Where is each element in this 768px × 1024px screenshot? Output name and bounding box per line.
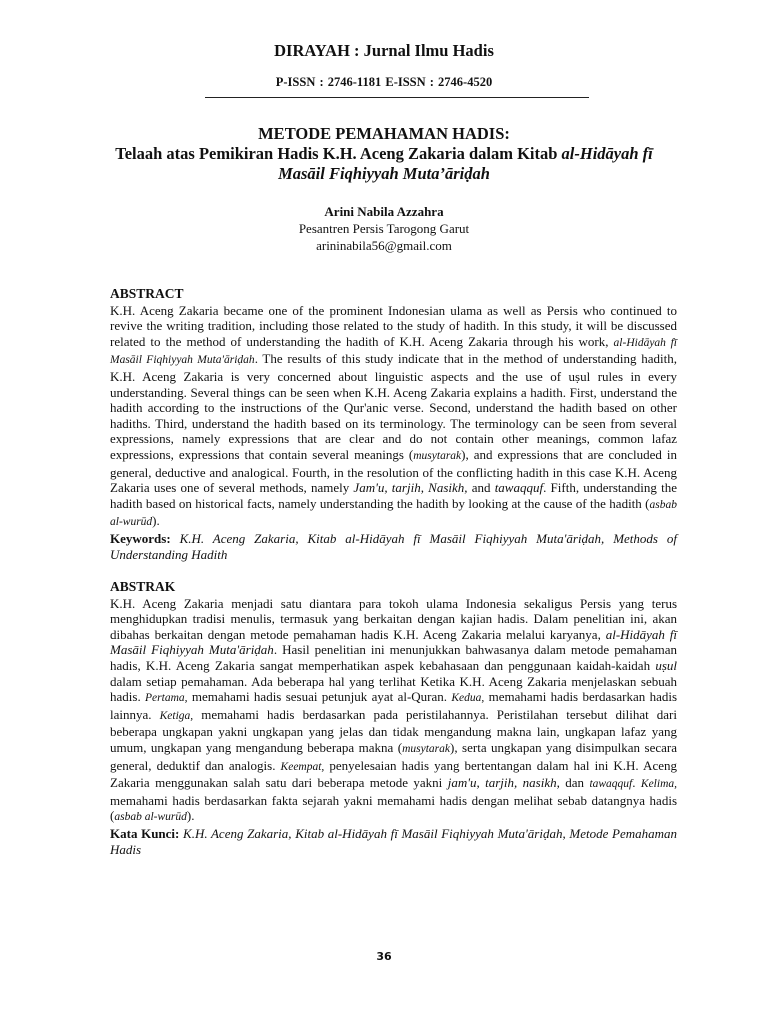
article-title [110,124,658,184]
abstract-heading: ABSTRACT [110,286,184,301]
abstract-book-title: al-Hidāyah fī Masāil Fiqhiyyah Muta'āriḍah [110,336,677,367]
abstrak-text: memahami hadis berdasarkan pada peristilahannya. Peristilahan tersebut dilihat dari beberapa ungkapan yakni ungkapan yang jelas dan tidak mengandung makna lain, ungkapan lafaz yang umum, ungkapan yang mengandung beberapa makna ( [110,706,677,755]
author-affiliation: Pesantren Persis Tarogong Garut [298,221,470,236]
abstrak-body [110,596,677,826]
article-subtitle [110,144,658,184]
author-email: arininabila56@gmail.com [316,238,452,253]
author-name: Arini Nabila Azzahra [324,204,444,219]
abstrak-text: . Hasil penelitian ini menunjukkan bahwasanya dalam metode pemahaman hadis, K.H. Aceng Zakaria sangat memperhatikan aspek kebahasaan dan penggunaan kaidah-kaidah [110,642,677,673]
keywords-label: Keywords: [110,530,171,546]
abstract-term: tawaqquf [494,480,544,496]
abstrak-term: uṣul [655,657,677,673]
abstrak-term: Keempat, [280,760,325,773]
abstrak-book-title: al-Hidāyah fī Masāil Fiqhiyyah Muta'āriḍah [110,626,678,658]
abstrak-term: Ketiga, [159,709,194,722]
abstrak-text: ). [186,808,195,824]
abstract-text: ). [152,513,160,529]
keywords-text: K.H. Aceng Zakaria, Kitab al-Hidāyah fī Masāil Fiqhiyyah Muta'āriḍah, Metode Pemahaman Hadis [110,825,677,857]
abstrak-text: penyelesaian hadis yang bertentangan dalam hal ini K.H. Aceng Zakaria menggunakan salah satu dari beberapa metode yakni [110,757,677,791]
author-info [0,203,768,254]
issn-line: P-ISSN : 2746-1181 E-ISSN : 2746-4520 [275,75,493,89]
article-title-main: METODE PEMAHAMAN HADIS: [258,124,510,143]
page-number: 36 [376,950,392,963]
abstract-keywords [110,531,677,562]
abstrak-text: memahami hadis berdasarkan fakta sejarah yakni memahami hadis dengan melihat sebab datangnya hadis ( [110,792,677,824]
abstract-section [110,286,677,562]
abstrak-term: Pertama, [145,692,188,705]
abstrak-heading: ABSTRAK [110,579,176,594]
abstrak-text: . [632,775,641,791]
abstrak-term: Kelima, [640,778,678,791]
keywords-label: Kata Kunci: [110,825,180,841]
abstract-term: asbab al-wurūd [110,498,677,529]
abstract-term: Jam'u, tarjih, Nasikh, [353,480,468,496]
abstrak-section [110,579,677,857]
article-subtitle-book: al-Hidāyah fī Masāil Fiqhiyyah Muta’āriḍah [278,144,653,183]
abstract-text: K.H. Aceng Zakaria became one of the prominent Indonesian ulama as well as Persis who continued to revive the writing tradition, including those related to the study of hadith. In this study, it will be discussed related to the method of understanding the hadith of K.H. Aceng Zakaria through his work, [110,302,677,349]
abstrak-text: ), serta ungkapan yang disimpulkan secara general, deduktif dan analogis. [110,739,677,773]
abstract-term: musytarak [413,449,462,462]
abstract-body [110,303,677,531]
abstract-text: . Fifth, understanding the hadith based on historical facts, namely understanding the hadith by looking at the cause of the hadith ( [110,480,677,511]
abstrak-term: tawaqquf [589,778,633,791]
abstrak-text: dan [559,775,590,791]
abstrak-term: Kedua, [451,692,485,705]
abstract-text: ), and expressions that are concluded in general, deductive and analogical. Fourth, in the resolution of the conflicting hadith in this case K.H. Aceng Zakaria uses one of several methods, namely [110,446,677,496]
journal-title: DIRAYAH : Jurnal Ilmu Hadis [274,41,494,60]
abstrak-text: memahami hadis sesuai petunjuk ayat al-Quran. [187,689,452,705]
abstrak-keywords [110,826,677,857]
article-subtitle-text: Telaah atas Pemikiran Hadis K.H. Aceng Zakaria dalam Kitab [115,144,562,163]
abstract-text: . The results of this study indicate that in the method of understanding hadith, K.H. Aceng Zakaria is very concerned about linguistic aspects and the use of uṣul rules in every understanding. Several things can be seen when K.H. Aceng Zakaria explains a hadith. First, understand the hadith according to the instructions of the Qur'anic verse. Second, understand the hadith based on other hadiths. Third, understand the hadith based on its terminology. The terminology can be seen from several expressions, namely expressions that are clear and do not contain other meanings, common lafaz expressions, expressions that contain several meanings ( [110,351,677,462]
abstrak-term: musytarak [402,742,451,755]
abstrak-text: K.H. Aceng Zakaria menjadi satu diantara para tokoh ulama Indonesia sekaligus Persis yang terus menghidupkan tradisi menulis, termasuk yang berkaitan dengan kajian hadis. Dalam penelitian ini, akan dibahas berkaitan dengan metode pemahaman hadis K.H. Aceng Zakaria melalui karyanya, [110,595,677,642]
abstract-text: and [467,480,495,496]
abstrak-term: asbab al-wurūd [114,811,187,824]
abstrak-text: memahami hadis berdasarkan hadis lainnya. [110,689,678,722]
abstrak-text: dalam setiap pemahaman. Ada beberapa hal yang terlihat Ketika K.H. Aceng Zakaria menjelaskan sebuah hadis. [110,673,677,705]
abstrak-term: jam'u, tarjih, nasikh, [447,775,560,791]
header-divider [205,97,589,98]
keywords-text: K.H. Aceng Zakaria, Kitab al-Hidāyah fī Masāil Fiqhiyyah Muta'āriḍah, Methods of Understanding Hadith [110,530,677,562]
